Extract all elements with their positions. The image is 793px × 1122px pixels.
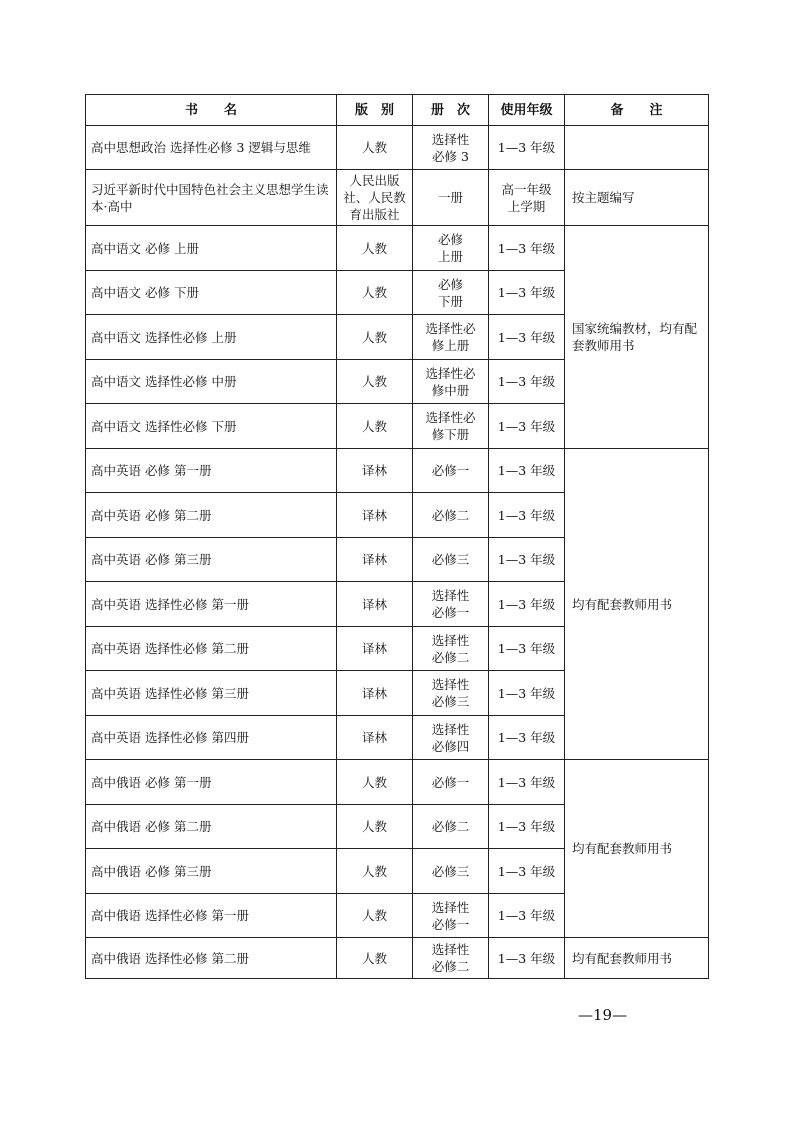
cell-book-name: 高中俄语 选择性必修 第二册: [86, 938, 337, 979]
cell-volume: 必修一: [413, 760, 489, 805]
cell-book-name: 高中俄语 必修 第二册: [86, 805, 337, 849]
cell-publisher: 人教: [337, 760, 413, 805]
cell-volume: 必修三: [413, 849, 489, 894]
cell-book-name: 高中俄语 选择性必修 第一册: [86, 894, 337, 938]
textbook-table: [85, 94, 709, 979]
cell-book-name: 高中语文 选择性必修 下册: [86, 404, 337, 449]
cell-volume: 必修上册: [413, 226, 489, 271]
header-grade: 使用年级: [489, 95, 565, 126]
cell-publisher: 译林: [337, 538, 413, 582]
cell-publisher: 译林: [337, 493, 413, 538]
cell-book-name: 高中语文 必修 上册: [86, 226, 337, 271]
cell-volume: 选择性必修 3: [413, 126, 489, 170]
cell-publisher: 译林: [337, 671, 413, 716]
cell-volume: 选择性必修一: [413, 582, 489, 627]
cell-book-name: 习近平新时代中国特色社会主义思想学生读本·高中: [86, 170, 337, 226]
cell-volume: 必修下册: [413, 271, 489, 315]
cell-book-name: 高中语文 必修 下册: [86, 271, 337, 315]
cell-note: 均有配套教师用书: [565, 938, 709, 979]
cell-publisher: 人教: [337, 805, 413, 849]
cell-volume: 选择性必修一: [413, 894, 489, 938]
table-header-row: [86, 95, 709, 126]
cell-note: 均有配套教师用书: [565, 760, 709, 938]
cell-grade: 1—3 年级: [489, 760, 565, 805]
cell-book-name: 高中俄语 必修 第一册: [86, 760, 337, 805]
cell-volume: 必修二: [413, 493, 489, 538]
cell-note: 按主题编写: [565, 170, 709, 226]
header-notes: 备 注: [565, 95, 709, 126]
cell-grade: 1—3 年级: [489, 805, 565, 849]
cell-book-name: 高中思想政治 选择性必修 3 逻辑与思维: [86, 126, 337, 170]
cell-book-name: 高中英语 选择性必修 第二册: [86, 627, 337, 671]
page-number: —19—: [578, 1006, 628, 1024]
cell-grade: 1—3 年级: [489, 126, 565, 170]
cell-publisher: 人教: [337, 360, 413, 404]
cell-book-name: 高中英语 选择性必修 第四册: [86, 716, 337, 760]
header-book-name: 书 名: [86, 95, 337, 126]
cell-grade: 高一年级上学期: [489, 170, 565, 226]
cell-publisher: 译林: [337, 449, 413, 493]
cell-book-name: 高中英语 必修 第三册: [86, 538, 337, 582]
cell-grade: 1—3 年级: [489, 360, 565, 404]
cell-grade: 1—3 年级: [489, 627, 565, 671]
cell-book-name: 高中英语 必修 第一册: [86, 449, 337, 493]
cell-grade: 1—3 年级: [489, 271, 565, 315]
cell-volume: 选择性必修二: [413, 938, 489, 979]
table-row: [86, 126, 709, 170]
cell-publisher: 译林: [337, 716, 413, 760]
cell-volume: 选择性必修二: [413, 627, 489, 671]
cell-publisher: 人民出版社、人民教育出版社: [337, 170, 413, 226]
cell-grade: 1—3 年级: [489, 493, 565, 538]
cell-volume: 选择性必修中册: [413, 360, 489, 404]
cell-volume: 选择性必修上册: [413, 315, 489, 360]
cell-publisher: 译林: [337, 582, 413, 627]
table-row: [86, 938, 709, 979]
cell-grade: 1—3 年级: [489, 449, 565, 493]
cell-grade: 1—3 年级: [489, 938, 565, 979]
cell-note: 均有配套教师用书: [565, 449, 709, 760]
cell-grade: 1—3 年级: [489, 538, 565, 582]
cell-grade: 1—3 年级: [489, 716, 565, 760]
cell-book-name: 高中英语 选择性必修 第一册: [86, 582, 337, 627]
cell-note: 国家统编教材，均有配套教师用书: [565, 226, 709, 449]
cell-volume: 必修一: [413, 449, 489, 493]
header-publisher: 版 别: [337, 95, 413, 126]
cell-grade: 1—3 年级: [489, 226, 565, 271]
cell-volume: 一册: [413, 170, 489, 226]
cell-grade: 1—3 年级: [489, 671, 565, 716]
cell-publisher: 人教: [337, 315, 413, 360]
cell-book-name: 高中语文 选择性必修 上册: [86, 315, 337, 360]
cell-volume: 选择性必修下册: [413, 404, 489, 449]
table-row: [86, 226, 709, 271]
cell-book-name: 高中语文 选择性必修 中册: [86, 360, 337, 404]
cell-book-name: 高中俄语 必修 第三册: [86, 849, 337, 894]
cell-volume: 必修二: [413, 805, 489, 849]
cell-publisher: 人教: [337, 126, 413, 170]
cell-publisher: 人教: [337, 938, 413, 979]
cell-publisher: 人教: [337, 404, 413, 449]
header-volume: 册 次: [413, 95, 489, 126]
cell-publisher: 译林: [337, 627, 413, 671]
cell-note: [565, 126, 709, 170]
cell-grade: 1—3 年级: [489, 894, 565, 938]
cell-volume: 选择性必修三: [413, 671, 489, 716]
cell-publisher: 人教: [337, 894, 413, 938]
cell-volume: 选择性必修四: [413, 716, 489, 760]
cell-publisher: 人教: [337, 849, 413, 894]
cell-publisher: 人教: [337, 271, 413, 315]
cell-grade: 1—3 年级: [489, 849, 565, 894]
cell-publisher: 人教: [337, 226, 413, 271]
table-row: [86, 449, 709, 493]
cell-volume: 必修三: [413, 538, 489, 582]
cell-grade: 1—3 年级: [489, 582, 565, 627]
cell-book-name: 高中英语 必修 第二册: [86, 493, 337, 538]
cell-book-name: 高中英语 选择性必修 第三册: [86, 671, 337, 716]
cell-grade: 1—3 年级: [489, 404, 565, 449]
cell-grade: 1—3 年级: [489, 315, 565, 360]
table-row: [86, 760, 709, 805]
table-row: [86, 170, 709, 226]
